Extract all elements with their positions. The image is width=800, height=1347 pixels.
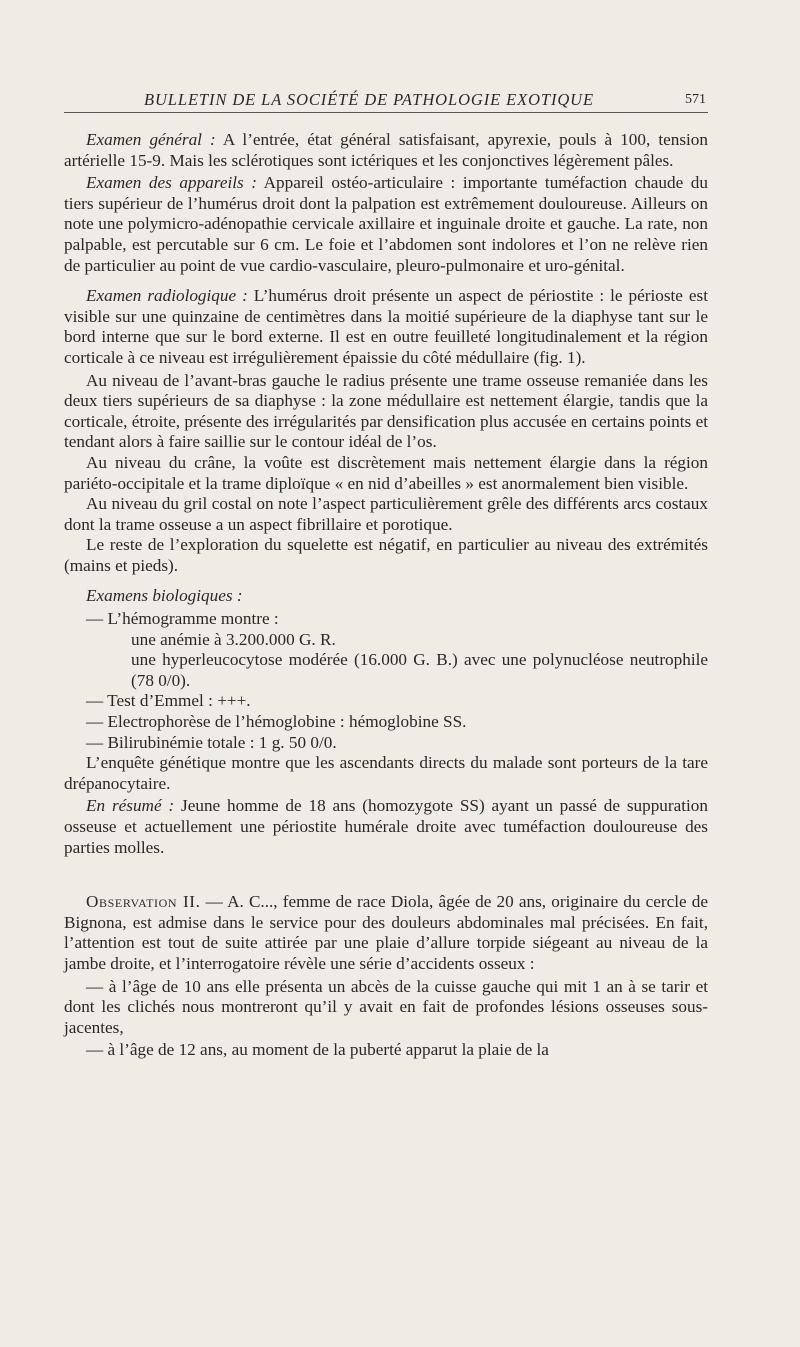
paragraph-text: Jeune homme de 18 ans (homozygote SS) ayant un passé de suppuration osseuse et actuellement une périostite humérale droite avec tuméfaction douloureuse des parties molles. bbox=[64, 796, 708, 857]
paragraph-squelette: Le reste de l’exploration du squelette est négatif, en particulier au niveau des extrémités (mains et pieds). bbox=[64, 535, 708, 575]
paragraph-text: — A. C..., femme de race Diola, âgée de 20 ans, originaire du cercle de Bignona, est admise dans le service pour des douleurs abdominales mal précisées. En fait, l’attention est tout de suite attirée par une plaie d’allure torpide siégeant au niveau de la jambe droite, et l’interrogatoire révèle une série d’accidents osseux : bbox=[64, 892, 708, 973]
paragraph-examen-general bbox=[64, 130, 708, 171]
section-lead: Examens biologiques : bbox=[86, 586, 243, 606]
section-lead: Examen radiologique : bbox=[86, 286, 248, 306]
paragraph-text: Appareil ostéo-articulaire : importante tuméfaction chaude du tiers supérieur de l’humérus droit dont la palpation est extrêmement douloureuse. Ailleurs on note une polymicro-adénopathie cervicale axillaire et inguinale droite et gauche. La rate, non palpable, est percutable sur 6 cm. Le foie et l’abdomen sont indolores et l’on ne relève rien de particulier au point de vue cardio-vasculaire, pleuro-pulmonaire et uro-génital. bbox=[64, 173, 708, 275]
observation-heading: Observation II. bbox=[86, 892, 201, 912]
section-lead: Examen général : bbox=[86, 130, 216, 149]
paragraph-age-10: — à l’âge de 10 ans elle présenta un abcès de la cuisse gauche qui mit 1 an à se tarir et dont les clichés nous montreront qu’il y avait en fait de profondes lésions osseuses sous-jacentes, bbox=[64, 976, 708, 1037]
section-lead: En résumé : bbox=[86, 796, 175, 816]
running-header bbox=[64, 88, 708, 113]
paragraph-examen-radiologique bbox=[64, 286, 708, 368]
list-item: — L’hémogramme montre : bbox=[86, 609, 279, 629]
paragraph-avant-bras: Au niveau de l’avant-bras gauche le radius présente une trame osseuse remaniée dans les deux tiers supérieurs de sa diaphyse : la zone médullaire est nettement élargie, tandis que la corticale, étroite, présente des irrégularités par densification plus accusée en certains points et tendant alors à faire saillie sur le contour idéal de l’os. bbox=[64, 370, 708, 452]
page-number: 571 bbox=[685, 92, 706, 107]
paragraph-crane: Au niveau du crâne, la voûte est discrètement mais nettement élargie dans la région pariéto-occipitale et la trame diploïque « en nid d’abeilles » est anormalement bien visible. bbox=[64, 452, 708, 493]
list-item: — Test d’Emmel : +++. bbox=[86, 691, 251, 711]
paragraph-enquete-genetique: L’enquête génétique montre que les ascendants directs du malade sont porteurs de la tare drépanocytaire. bbox=[64, 753, 708, 793]
paragraph-gril-costal: Au niveau du gril costal on note l’aspect particulièrement grêle des différents arcs costaux dont la trame osseuse a un aspect fibrillaire et porotique. bbox=[64, 494, 708, 534]
running-title: BULLETIN DE LA SOCIÉTÉ DE PATHOLOGIE EXOTIQUE bbox=[144, 90, 594, 109]
paragraph-text: A l’entrée, état général satisfaisant, apyrexie, pouls à 100, tension artérielle 15-9. Mais les sclérotiques sont ictériques et les conjonctives légèrement pâles. bbox=[64, 130, 708, 170]
list-item: — Bilirubinémie totale : 1 g. 50 0/0. bbox=[86, 732, 337, 752]
paragraph-observation-ii bbox=[64, 892, 708, 974]
paragraph-examens-biologiques bbox=[64, 586, 708, 607]
list-item: — Electrophorèse de l’hémoglobine : hémoglobine SS. bbox=[86, 712, 467, 732]
paragraph-age-12: — à l’âge de 12 ans, au moment de la puberté apparut la plaie de la bbox=[86, 1040, 549, 1060]
section-lead: Examen des appareils : bbox=[86, 173, 257, 193]
article-body bbox=[64, 130, 708, 1063]
paragraph-examen-appareils bbox=[64, 173, 708, 276]
paragraph-resume bbox=[64, 796, 708, 858]
list-subitem: une anémie à 3.200.000 G. R. bbox=[131, 629, 336, 649]
paragraph-text: L’humérus droit présente un aspect de périostite : le périoste est visible sur une quinzaine de centimètres dans la moitié supérieure de la diaphyse tant sur le bord interne que sur le bord externe. Il est en outre feuilleté longitudinalement et la région corticale à ce niveau est irrégulièrement épaissie du côté médullaire (fig. 1). bbox=[64, 286, 708, 367]
biology-list bbox=[64, 609, 708, 753]
list-subitem: une hyperleucocytose modérée (16.000 G. B.) avec une polynucléose neutrophile (78 0/0). bbox=[131, 650, 708, 690]
